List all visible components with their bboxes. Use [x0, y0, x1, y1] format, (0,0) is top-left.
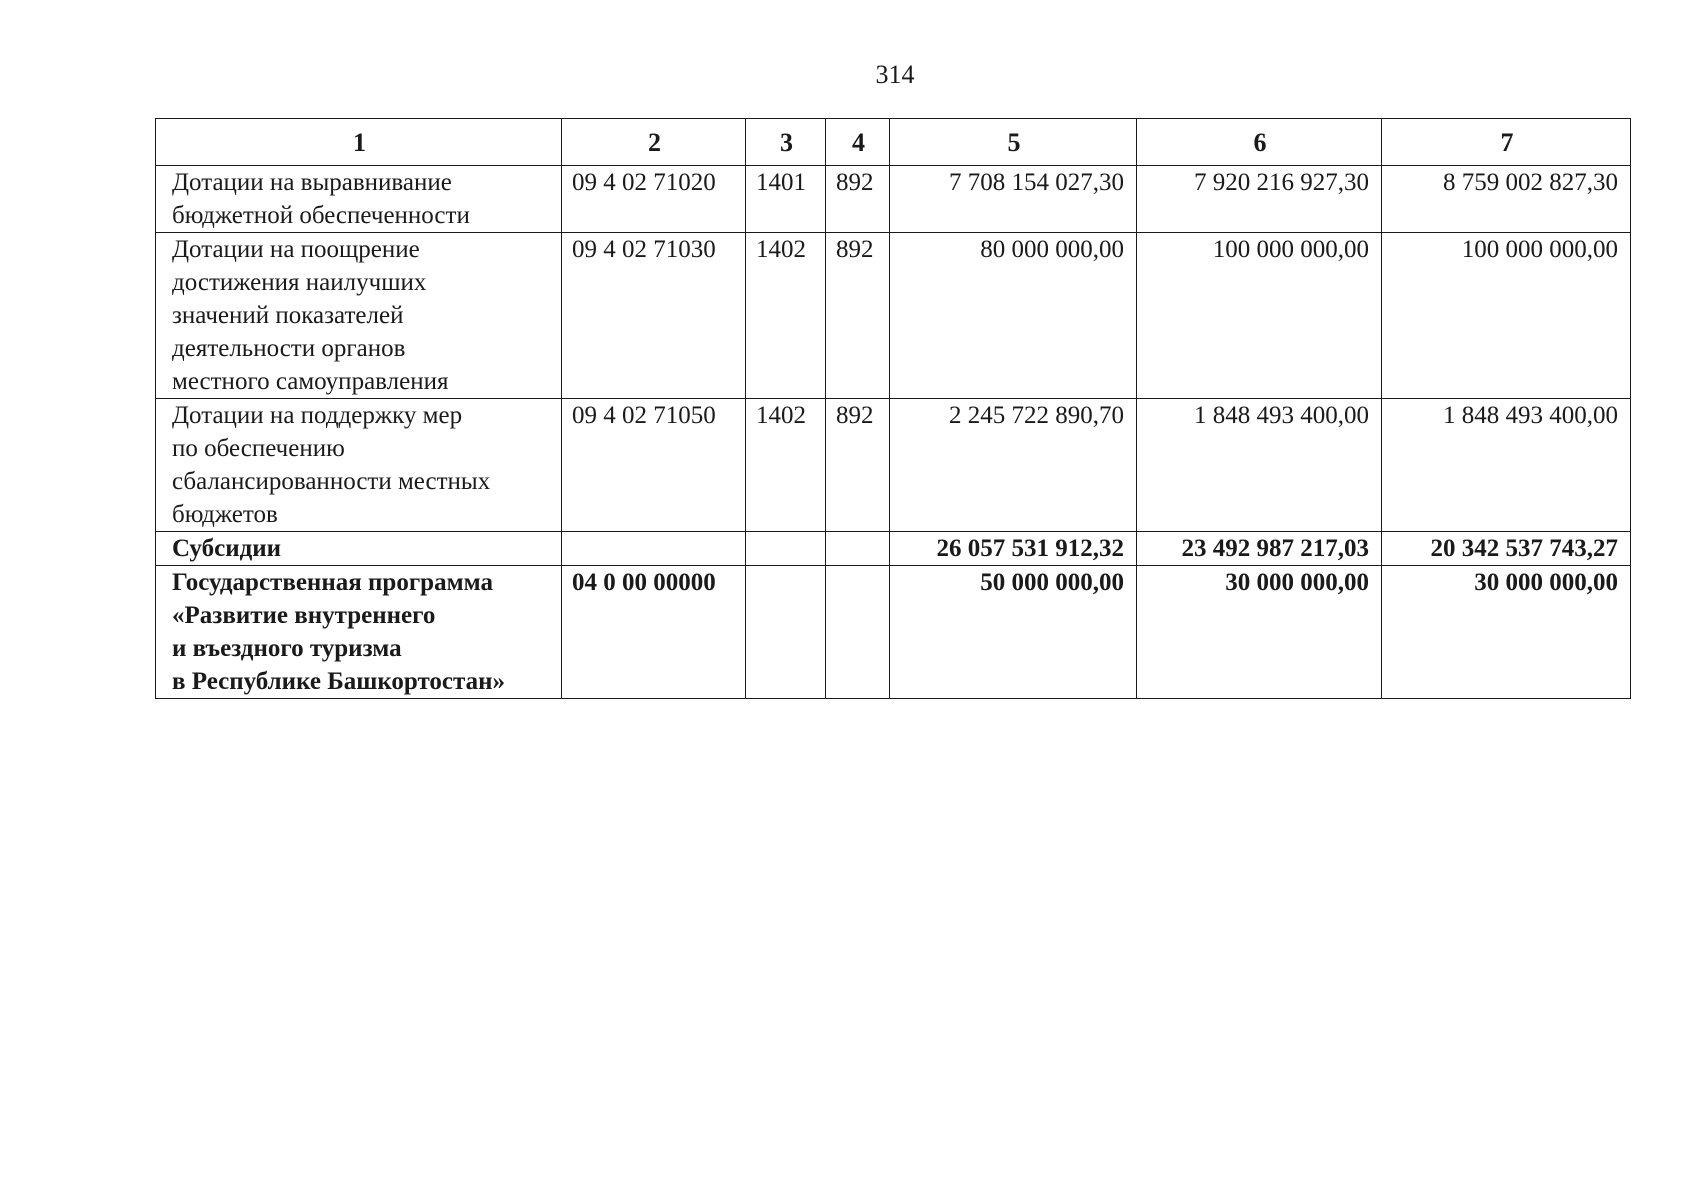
program-code-cell: 04 0 00 00000: [562, 566, 746, 699]
section-code-cell: 1402: [746, 233, 826, 399]
table-row-program: [156, 566, 1631, 699]
header-cell-5: 5: [890, 119, 1137, 166]
group-code-cell: [826, 532, 890, 566]
program-code-cell: 09 4 02 71050: [562, 399, 746, 532]
row-name-cell: Дотации на поощрение достижения наилучших значений показателей деятельности органов местного самоуправления: [156, 233, 562, 399]
row-name-cell: Субсидии: [156, 532, 562, 566]
amount-cell-5: 26 057 531 912,32: [890, 532, 1137, 566]
row-name-cell: Дотации на выравнивание бюджетной обеспеченности: [156, 166, 562, 233]
row-name-cell: Дотации на поддержку мер по обеспечению сбалансированности местных бюджетов: [156, 399, 562, 532]
header-cell-7: 7: [1382, 119, 1631, 166]
row-name-cell: Государственная программа «Развитие внутреннего и въездного туризма в Республике Башкортостан»: [156, 566, 562, 699]
amount-cell-7: 8 759 002 827,30: [1382, 166, 1631, 233]
amount-cell-7: 100 000 000,00: [1382, 233, 1631, 399]
table-row: [156, 166, 1631, 233]
program-code-cell: 09 4 02 71030: [562, 233, 746, 399]
amount-cell-5: 7 708 154 027,30: [890, 166, 1137, 233]
amount-cell-5: 2 245 722 890,70: [890, 399, 1137, 532]
section-code-cell: 1402: [746, 399, 826, 532]
table-row: [156, 399, 1631, 532]
section-code-cell: [746, 532, 826, 566]
amount-cell-5: 50 000 000,00: [890, 566, 1137, 699]
group-code-cell: 892: [826, 233, 890, 399]
header-cell-3: 3: [746, 119, 826, 166]
table-row-subtotal: [156, 532, 1631, 566]
group-code-cell: 892: [826, 166, 890, 233]
group-code-cell: 892: [826, 399, 890, 532]
amount-cell-7: 1 848 493 400,00: [1382, 399, 1631, 532]
page-number: 314: [875, 60, 915, 89]
section-code-cell: [746, 566, 826, 699]
amount-cell-7: 20 342 537 743,27: [1382, 532, 1631, 566]
header-cell-2: 2: [562, 119, 746, 166]
amount-cell-6: 23 492 987 217,03: [1137, 532, 1382, 566]
program-code-cell: [562, 532, 746, 566]
header-cell-4: 4: [826, 119, 890, 166]
amount-cell-6: 7 920 216 927,30: [1137, 166, 1382, 233]
budget-table: [155, 118, 1631, 699]
header-cell-6: 6: [1137, 119, 1382, 166]
table-row: [156, 233, 1631, 399]
section-code-cell: 1401: [746, 166, 826, 233]
amount-cell-5: 80 000 000,00: [890, 233, 1137, 399]
header-row: [156, 119, 1631, 166]
group-code-cell: [826, 566, 890, 699]
amount-cell-7: 30 000 000,00: [1382, 566, 1631, 699]
program-code-cell: 09 4 02 71020: [562, 166, 746, 233]
amount-cell-6: 1 848 493 400,00: [1137, 399, 1382, 532]
amount-cell-6: 100 000 000,00: [1137, 233, 1382, 399]
header-cell-1: 1: [156, 119, 562, 166]
amount-cell-6: 30 000 000,00: [1137, 566, 1382, 699]
